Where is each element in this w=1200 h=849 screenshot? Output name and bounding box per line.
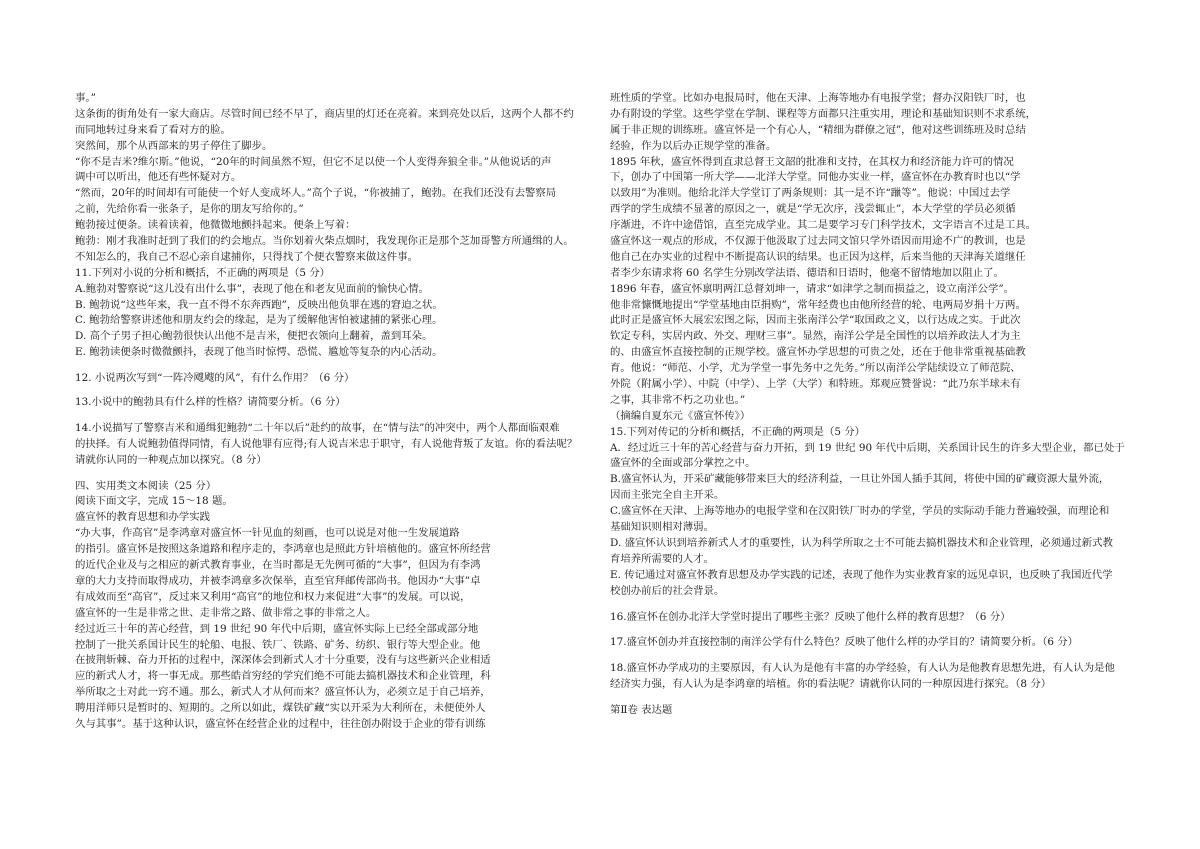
- text-line: 校创办前后的社会背景。: [610, 584, 725, 597]
- paragraph-gap: [75, 469, 595, 479]
- text-line: 章的大力支持而取得成功，并被李鸿章多次保举，直至官拜邮传部尚书。他因办“大事”卓: [75, 574, 481, 587]
- text-line: 属于非正规的训练班。盛宣怀是一个有心人，“精细为群僚之冠”，他对这些训练班及时总结: [610, 123, 1026, 136]
- text-line: 久与其事”。基于这种认识，盛宣怀在经营企业的过程中，往往创办附设于企业的带有训练: [75, 717, 486, 730]
- text-line: 西学的学生成绩不显著的原因之一，就是“学无次序，浅尝辄止”，本大学堂的学员必须循: [610, 203, 1016, 216]
- text-line: 有成效而至“高官”，反过来又利用“高官”的地位和权力来促进“大事”的发展。可以说，: [75, 590, 471, 603]
- text-line: 外院（附属小学）、中院（中学）、上学（大学）和特班。郑观应赞誉说：“此乃东半球未有: [610, 378, 1021, 391]
- text-line: 突然间，那个从西部来的男子停住了脚步。: [75, 139, 273, 152]
- text-line: 序渐进，不许中途借馆，直至完成学业。其二是要学习专门科学技术，文字语言不过是工具。: [610, 219, 1037, 232]
- text-line: 的抉择。有人说鲍勃值得同情，有人说他罪有应得;有人说吉米忠于职守，有人说他背叛了友谊。你的看法呢？: [75, 437, 578, 450]
- text-line: “你不是吉米?维尔斯。”他说，“20年的时间虽然不短，但它不足以使一个人变得奔狼全非。”从他说话的声: [75, 155, 552, 168]
- text-line: 不知怎么的，我自己不忍心亲自逮捕你，只得找了个便衣警察来做这件事。: [75, 250, 418, 263]
- text-line: 16.盛宣怀在创办北洋大学堂时提出了哪些主张？反映了他什么样的教育思想？（6 分）: [610, 610, 1011, 623]
- text-line: 阅读下面文字，完成 15～18 题。: [75, 495, 233, 508]
- paragraph-gap: [610, 693, 1128, 703]
- text-line: 四、实用类文本阅读（25 分）: [75, 479, 217, 492]
- text-line: 12. 小说两次写到“一阵冷飕飕的风”，有什么作用？（6 分）: [75, 372, 355, 385]
- paragraph-gap: [610, 600, 1128, 610]
- text-line: 聘用洋师只是暂时的、短期的。之所以如此，煤铁矿藏“实以开采为大利所在，未便使外人: [75, 702, 486, 715]
- text-line: 之前，先给你看一张条子，是你的朋友写给你的。”: [75, 203, 304, 216]
- text-line: B.盛宣怀认为，开采矿藏能够带来巨大的经济利益，一旦让外国人插手其间，将使中国的矿藏资源大量外流，: [610, 473, 1110, 486]
- text-line: 钦定专科，实居内政、外交、理财三事”。显然，南洋公学是全国性的以培养政法人才为主: [610, 330, 1021, 343]
- paragraph-gap: [610, 625, 1128, 635]
- text-line: 办有附设的学堂。这些学堂在学制、课程等方面都只注重实用，理论和基础知识则不求系统，: [610, 107, 1037, 120]
- text-line: “办大事，作高官”是李鸿章对盛宣怀一针见血的刻画，也可以说是对他一生发展道路: [75, 527, 460, 540]
- text-line: 以致用”为准则。他给北洋大学堂订了两条规则：其一是不许“躐等”。他说：中国过去学: [610, 187, 1011, 200]
- text-line: 15.下列对传记的分析和概括，不正确的两项是（5 分）: [610, 425, 866, 438]
- text-line: 1895 年秋，盛宣怀得到直隶总督王文韶的批准和支持，在其权力和经济能力许可的情况: [610, 155, 1014, 168]
- text-line: 的近代企业及与之相应的新式教育事业，在当时都是无先例可循的“大事”，但因为有李鸿: [75, 559, 481, 572]
- text-line: 第Ⅱ卷 表达题: [610, 704, 673, 717]
- text-line: 经济实力强，有人认为是李鸿章的培植。你的看法呢？请就你认同的一种原因进行探究。（8 分）: [610, 678, 1052, 691]
- text-line: 此时正是盛宣怀大展宏宏图之际，因而主张南洋公学“取国政之义，以行达成之实。于此次: [610, 314, 1021, 327]
- text-line: D. 盛宣怀认识到培养新式人才的重要性，认为科学所取之士不可能去搞机器技术和企业管理，必须通过新式教: [610, 536, 1113, 549]
- text-line: 这条街的街角处有一家大商店。尽管时间已经不早了，商店里的灯还在亮着。来到亮处以后，这两个人都不约: [75, 107, 574, 120]
- text-line: 18.盛宣怀办学成功的主要原因，有人认为是他有丰富的办学经验，有人认为是他教育思想先进，有人认为是他: [610, 662, 1115, 675]
- text-line: （摘编自夏东元《盛宣怀传》）: [610, 409, 751, 422]
- text-line: 调中可以听出，他还有些怀疑对方。: [75, 171, 242, 184]
- text-line: 的、由盛宣怀直接控制的正规学校。盛宣怀办学思想的可贵之处，还在于他非常重视基础教: [610, 346, 1026, 359]
- text-line: E. 传记通过对盛宣怀教育思想及办学实践的记述，表现了他作为实业教育家的远见卓识，也反映了我国近代学: [610, 568, 1113, 581]
- text-line: D. 高个子男子担心鲍勃很快认出他不是吉米，便把衣领向上翻着，盖到耳朵。: [75, 330, 433, 343]
- text-line: 者李少东请求将 60 名学生分别改学法语、德语和日语时，他毫不留情地加以阻止了。: [610, 266, 1004, 279]
- paragraph-gap: [610, 651, 1128, 661]
- text-line: 盛宣怀的一生是非常之世、走非常之路、做非常之事的非常之人。: [75, 606, 377, 619]
- text-line: 盛宣怀这一观点的形成，不仅源于他汲取了过去同文馆只学外语因而用途不广的教训，也是: [610, 235, 1026, 248]
- text-line: 1896 年春，盛宣怀禀明两江总督刘坤一，请求“如津学之制而损益之，设立南洋公学”。: [610, 282, 1015, 295]
- text-line: E. 鲍勃读便条时微微颤抖，表现了他当时惊愕、恐慌、尴尬等复杂的内心活动。: [75, 346, 443, 359]
- text-line: 应的新式人才，将一事无成。那些皓首穷经的学究们绝不可能去搞机器技术和企业管理，科: [75, 670, 491, 683]
- paragraph-gap: [75, 411, 595, 421]
- text-line: 鲍勃：刚才我准时赶到了我们的约会地点。当你划着火柴点烟时，我发现你正是那个芝加哥警方所通缉的人。: [75, 235, 574, 248]
- text-line: 经过近三十年的苦心经营，到 19 世纪 90 年代中后期，盛宣怀实际上已经全部或部分地: [75, 622, 479, 635]
- text-line: 基础知识则相对薄弱。: [610, 521, 714, 534]
- text-line: C. 鲍勃给警察讲述他和朋友约会的缘起，是为了缓解他害怕被逮捕的紧张心理。: [75, 314, 443, 327]
- text-line: 育。他说：“师范、小学，尤为学堂一事先务中之先务。”所以南洋公学陆续设立了师范院、: [610, 362, 1021, 375]
- text-line: 14.小说描写了警察吉米和通缉犯鲍勃“二十年以后”赴约的故事，在“情与法”的冲突中，两个人都面临艰难: [75, 421, 560, 434]
- text-line: C.盛宣怀在天津、上海等地办的电报学堂和在汉阳铁厂时办的学堂，学员的实际动手能力普遍较强，而理论和: [610, 505, 1110, 518]
- text-line: 13.小说中的鲍勃具有什么样的性格？请简要分析。（6 分）: [75, 396, 346, 409]
- text-line: 盛宣怀的全面或部分掌控之中。: [610, 457, 756, 470]
- text-line: A.鲍勃对警察说“这儿没有出什么事”，表现了他在和老友见面前的愉快心情。: [75, 282, 429, 295]
- text-line: 他非常慷慨地提出“学堂基地由臣捐购”，常年经费也由他所经营的轮、电两局岁捐十万两。: [610, 298, 1026, 311]
- text-line: 下，创办了中国第一所大学——北洋大学堂。同他办实业一样，盛宣怀在办教育时也以“学: [610, 171, 1021, 184]
- text-line: B. 鲍勃说“这些年来，我一直不得不东奔西跑”，反映出他负罪在逃的窘迫之状。: [75, 298, 443, 311]
- text-line: 经验，作为以后办正规学堂的准备。: [610, 139, 777, 152]
- paragraph-gap: [75, 387, 595, 395]
- text-line: 而同地转过身来看了看对方的脸。: [75, 123, 231, 136]
- text-line: “然而，20年的时间却有可能使一个好人变成坏人。”高个子说，“你被捕了，鲍勃。在我们还没有去警察局: [75, 187, 557, 200]
- text-line: 他自己在办实业的过程中不断提高认识的结果。也正因为这样，后来当他的天津海关道继任: [610, 250, 1026, 263]
- text-line: 之事，其非常不朽之功业也。”: [610, 393, 746, 406]
- text-line: 17.盛宣怀创办并直接控制的南洋公学有什么特色？反映了他什么样的办学目的？请简要分析。（6 分）: [610, 636, 1079, 649]
- left-text-column: [75, 91, 595, 733]
- text-line: 11.下列对小说的分析和概括，不正确的两项是（5 分）: [75, 266, 331, 279]
- text-line: 请就你认同的一种观点加以探究。（8 分）: [75, 453, 267, 466]
- text-line: 事。”: [75, 92, 96, 104]
- text-line: 盛宣怀的教育思想和办学实践: [75, 511, 211, 524]
- text-line: 在披荆斩棘、奋力开拓的过程中，深深体会到新式人才十分重要，没有与这些新兴企业相适: [75, 654, 491, 667]
- paragraph-gap: [75, 361, 595, 371]
- text-line: 班性质的学堂。比如办电报局时，他在天津、上海等地办有电报学堂；督办汉阳铁厂时，也: [610, 92, 1026, 104]
- right-text-column: [610, 91, 1128, 719]
- text-line: 举所取之士对此一窍不通。那么，新式人才从何而来？盛宣怀认为，必须立足于自己培养，: [75, 686, 491, 699]
- text-line: 控制了一批关系国计民生的轮船、电报、铁厂、铁路、矿务、纺织、银行等大型企业。他: [75, 638, 481, 651]
- text-line: 鲍勃接过便条。读着读着，他微微地颤抖起来。便条上写着：: [75, 219, 356, 232]
- text-line: 因而主张完全自主开采。: [610, 489, 725, 502]
- text-line: 的指引。盛宣怀是按照这条道路和程序走的，李鸿章也是照此方针培植他的。盛宣怀所经营: [75, 543, 491, 556]
- text-line: A．经过近三十年的苦心经营与奋力开拓，到 19 世纪 90 年代中后期，关系国计民生的许多大型企业，都已处于: [610, 441, 1125, 454]
- text-line: 育培养所需要的人才。: [610, 552, 714, 565]
